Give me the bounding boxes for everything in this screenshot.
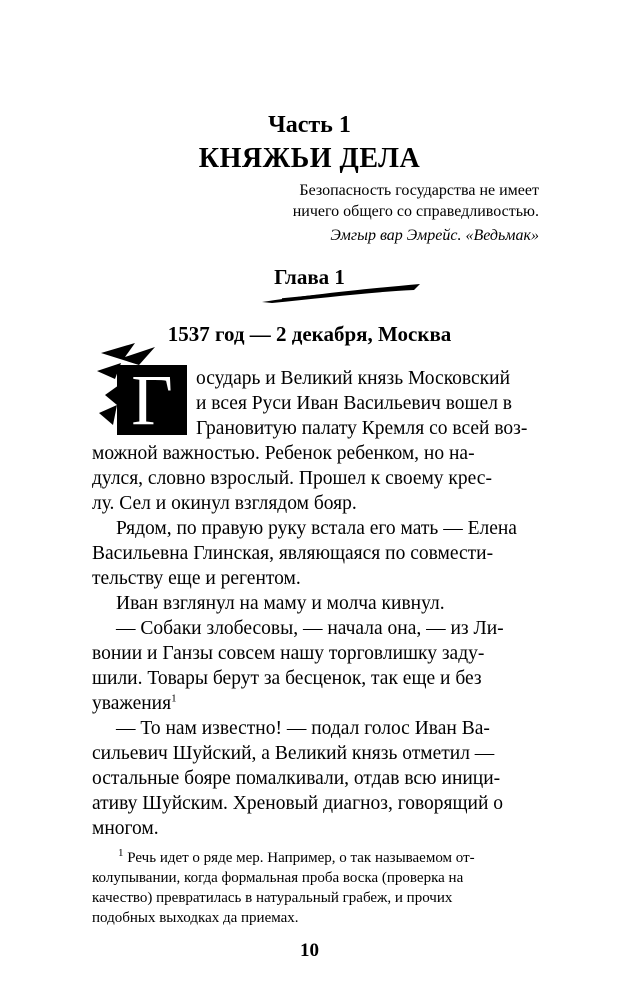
body-line: ативу Шуйским. Хреновый диагноз, говорящий о: [92, 793, 504, 814]
body-line: можной важностью. Ребенок ребенком, но на-: [92, 443, 475, 464]
body-line: Грановитую палату Кремля со всей воз-: [196, 418, 528, 439]
part-subtitle: КНЯЖЬИ ДЕЛА: [198, 143, 421, 174]
body-line: Васильевна Глинская, являющаяся по совмести-: [92, 543, 494, 564]
body-line: — Собаки злобесовы, — начала она, — из Ли-: [116, 618, 504, 639]
body-line-text: уважения: [92, 693, 172, 714]
footnote-text: Речь идет о ряде мер. Например, о так называемом от-: [127, 850, 475, 866]
section-heading: 1537 год — 2 декабря, Москва: [167, 322, 452, 346]
epigraph: [293, 180, 539, 246]
body-line: сильевич Шуйский, а Великий князь отметил —: [92, 743, 495, 764]
body-line: дулся, словно взрослый. Прошел к своему крес-: [92, 468, 492, 489]
dropcap: [95, 335, 195, 440]
body-line: — То нам известно! — подал голос Иван Ва-: [116, 718, 490, 739]
footnote-marker: 1: [118, 847, 124, 859]
footnote-line: [118, 848, 475, 868]
body-line: осударь и Великий князь Московский: [196, 368, 511, 389]
dropcap-letter: Г: [131, 360, 173, 440]
page-number: 10: [300, 940, 319, 961]
footnote-line: качество) превратилась в натуральный грабеж, и прочих: [92, 890, 453, 906]
footnote-line: подобных выходках да приемах.: [92, 910, 299, 926]
body-line: лу. Сел и окинул взглядом бояр.: [92, 493, 357, 514]
body-line: остальные бояре помалкивали, отдав всю иници-: [92, 768, 501, 789]
body-line: шили. Товары берут за бесценок, так еще и без: [92, 668, 482, 689]
body-line: тельству еще и регентом.: [92, 568, 301, 589]
body-line: [92, 691, 177, 716]
swoosh-ornament-icon: [262, 282, 422, 304]
epigraph-line: Безопасность государства не имеет: [299, 182, 539, 199]
body-line: Рядом, по правую руку встала его мать — Елена: [116, 518, 517, 539]
body-line: многом.: [92, 818, 159, 839]
chapter-title: Глава 1: [274, 265, 345, 289]
body-line: Иван взглянул на маму и молча кивнул.: [116, 593, 445, 614]
body-line: вонии и Ганзы совсем нашу торговлишку заду-: [92, 643, 485, 664]
footnote-reference: 1: [171, 692, 177, 705]
epigraph-line: ничего общего со справедливостью.: [292, 203, 539, 220]
body-line: и всея Руси Иван Васильевич вошел в: [196, 393, 513, 414]
part-title: Часть 1: [268, 112, 351, 138]
footnote-line: колупывании, когда формальная проба воска (проверка на: [92, 870, 464, 886]
epigraph-attribution: Эмгыр вар Эмрейс. «Ведьмак»: [330, 227, 539, 244]
